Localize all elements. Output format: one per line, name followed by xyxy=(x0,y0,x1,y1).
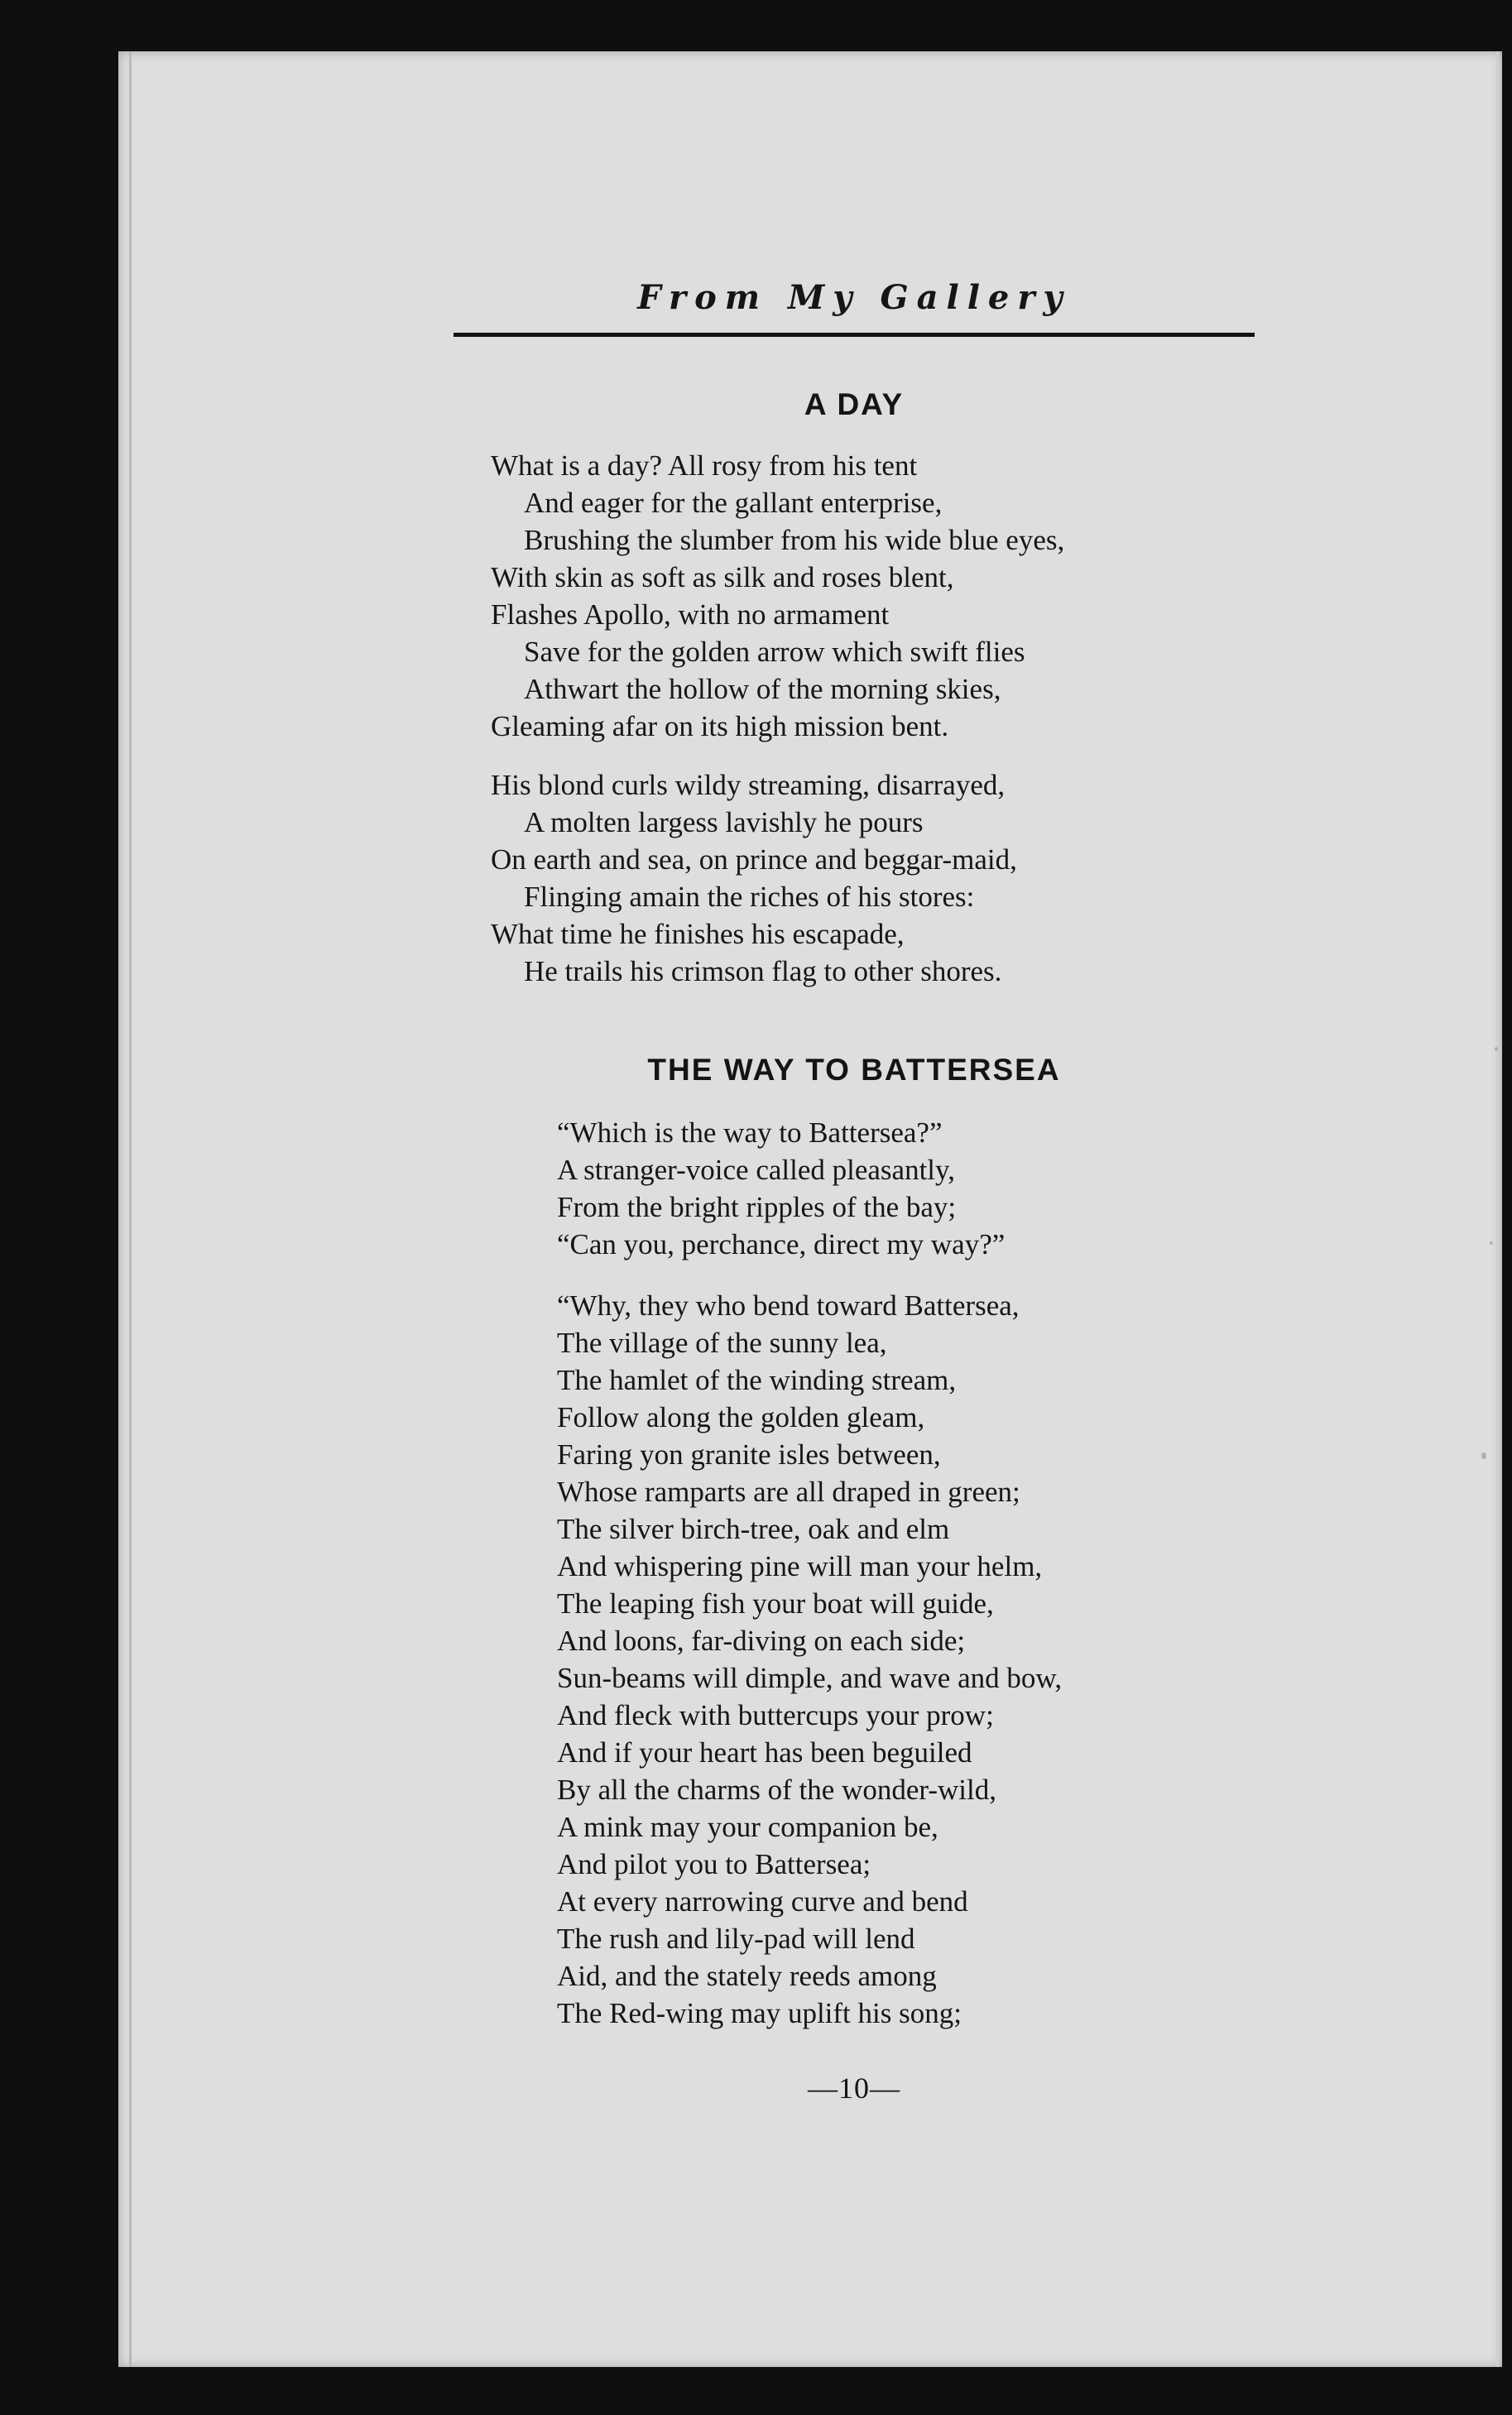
verse-line: Flashes Apollo, with no armament xyxy=(491,598,890,631)
verse-line: At every narrowing curve and bend xyxy=(557,1885,968,1918)
poem-title-the-way-to-battersea: THE WAY TO BATTERSEA xyxy=(647,1053,1061,1087)
verse-line: And if your heart has been beguiled xyxy=(557,1736,972,1769)
verse-line: Whose ramparts are all draped in green; xyxy=(557,1476,1020,1508)
verse-line: The leaping fish your boat will guide, xyxy=(557,1587,994,1620)
verse-line: He trails his crimson flag to other shores. xyxy=(524,955,1002,987)
verse-line: The rush and lily-pad will lend xyxy=(557,1923,915,1955)
verse-line: The village of the sunny lea, xyxy=(557,1327,887,1359)
stanza-battersea-1 xyxy=(557,1114,1005,1263)
verse-line: Gleaming afar on its high mission bent. xyxy=(491,710,949,742)
verse-line: The hamlet of the winding stream, xyxy=(557,1364,957,1396)
verse-line: And loons, far-diving on each side; xyxy=(557,1625,966,1657)
header-rule xyxy=(454,333,1255,337)
verse-line: By all the charms of the wonder-wild, xyxy=(557,1774,996,1806)
verse-line: Aid, and the stately reeds among xyxy=(557,1960,937,1992)
running-header: From My Gallery xyxy=(637,278,1071,317)
verse-line: And eager for the gallant enterprise, xyxy=(524,487,943,519)
verse-line: Brushing the slumber from his wide blue eyes, xyxy=(524,524,1065,556)
verse-line: “Which is the way to Battersea?” xyxy=(557,1116,943,1149)
verse-line: What time he finishes his escapade, xyxy=(491,918,905,950)
verse-line: And pilot you to Battersea; xyxy=(557,1848,871,1880)
verse-line: What is a day? All rosy from his tent xyxy=(491,449,918,482)
page-fold-line xyxy=(129,51,132,2367)
stanza-a-day-1 xyxy=(491,447,1064,745)
verse-line: A molten largess lavishly he pours xyxy=(524,806,924,838)
verse-line: And fleck with buttercups your prow; xyxy=(557,1699,994,1731)
stanza-battersea-2 xyxy=(557,1287,1062,2032)
verse-line: A stranger-voice called pleasantly, xyxy=(557,1154,955,1186)
verse-line: Follow along the golden gleam, xyxy=(557,1401,925,1433)
verse-line: The silver birch-tree, oak and elm xyxy=(557,1513,950,1545)
poem-title-a-day: A DAY xyxy=(804,387,905,421)
verse-line: Flinging amain the riches of his stores: xyxy=(524,881,975,913)
verse-line: Sun-beams will dimple, and wave and bow, xyxy=(557,1662,1063,1694)
verse-line: And whispering pine will man your helm, xyxy=(557,1550,1043,1582)
verse-line: A mink may your companion be, xyxy=(557,1811,938,1843)
verse-line: The Red-wing may uplift his song; xyxy=(557,1997,962,2029)
dust-speck xyxy=(1490,1241,1493,1245)
dust-speck xyxy=(1481,1452,1486,1459)
page-number: —10— xyxy=(808,2072,900,2105)
verse-line: His blond curls wildy streaming, disarrayed, xyxy=(491,769,1006,801)
page-edge-line xyxy=(1496,51,1499,2367)
dust-speck xyxy=(1495,1047,1498,1051)
verse-line: Faring yon granite isles between, xyxy=(557,1438,941,1471)
stanza-a-day-2 xyxy=(491,766,1017,990)
verse-line: Athwart the hollow of the morning skies, xyxy=(524,673,1001,705)
verse-line: On earth and sea, on prince and beggar-maid, xyxy=(491,843,1017,876)
verse-line: Save for the golden arrow which swift flies xyxy=(524,636,1025,668)
verse-line: From the bright ripples of the bay; xyxy=(557,1191,957,1223)
verse-line: With skin as soft as silk and roses blent, xyxy=(491,561,954,593)
verse-line: “Why, they who bend toward Battersea, xyxy=(557,1289,1020,1322)
verse-line: “Can you, perchance, direct my way?” xyxy=(557,1228,1006,1260)
